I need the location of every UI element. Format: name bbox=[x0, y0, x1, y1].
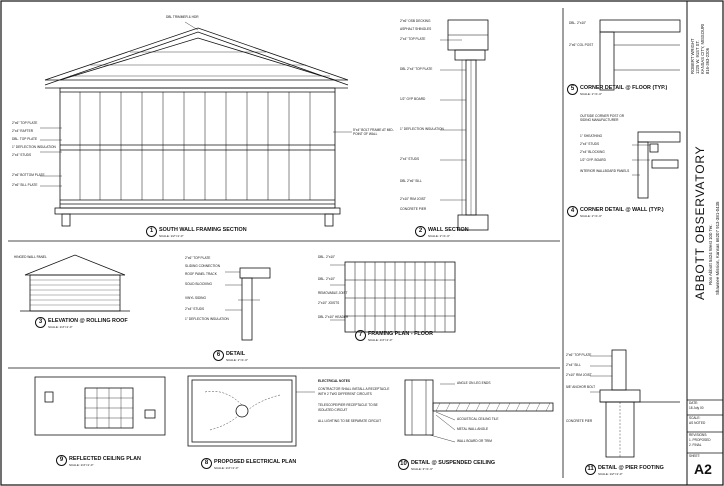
note-wall-1: 2"x6" OSB DECKING bbox=[400, 19, 431, 23]
detail-title: PROPOSED ELECTRICAL PLAN bbox=[214, 459, 297, 465]
scale-value: AS NOTED bbox=[689, 421, 706, 425]
note-bottom-plate: 2"x6" BOTTOM PLATE bbox=[12, 173, 45, 177]
detail-scale: SCALE: 1/4"=1'-0" bbox=[368, 338, 393, 342]
detail-scale: SCALE: 1"=1'-0" bbox=[580, 92, 602, 96]
detail-number: 6 bbox=[213, 350, 224, 361]
note-wall-2: ASPHALT SHINGLES bbox=[400, 27, 432, 31]
note-floor-1: DBL. 2"x10" bbox=[569, 21, 587, 25]
elevation-rolling-roof bbox=[20, 255, 130, 311]
note-detail-5: VINYL SIDING bbox=[185, 296, 206, 300]
designer-name: ROBERT WRIGHT bbox=[690, 38, 695, 74]
note-floor-2: 2"x6" COL POST bbox=[569, 43, 594, 47]
note-electrical-5: ALL LIGHTING TO BE SEPARATE CIRCUIT bbox=[318, 419, 382, 423]
client-address-1: Ron Abbott 5424 West 100 Ter. bbox=[708, 224, 713, 285]
proposed-electrical-plan bbox=[188, 376, 315, 446]
detail-title: CORNER DETAIL @ WALL (TYP.) bbox=[580, 207, 664, 213]
note-wall-5: 1/2" GYP BOARD bbox=[400, 97, 426, 101]
note-framing-5: DBL 2"x10" HEADER bbox=[318, 315, 349, 319]
note-rafter: 2"x4" RAFTER bbox=[12, 129, 34, 133]
revision-2: 2. FINAL bbox=[689, 443, 702, 447]
note-bolt-frame: 5"x4" BOLT FRAME AT MID-POINT OF WALL bbox=[353, 128, 394, 136]
note-wall-8: DBL 2"x6" SILL bbox=[400, 179, 422, 183]
detail-number: 9 bbox=[56, 455, 67, 466]
note-pier-1: 2"x6" TOP PLATE bbox=[566, 353, 592, 357]
note-dbl-top-plate: DBL. TOP PLATE bbox=[12, 137, 38, 141]
corner-detail-wall bbox=[632, 132, 680, 198]
note-wall-6: 1" DEFLECTION INSULATION bbox=[400, 127, 444, 131]
scale-label: SCALE: bbox=[689, 416, 701, 420]
note-detail-6: 2"x4" STUDS bbox=[185, 307, 205, 311]
note-electrical-3: TELESCOPE/PIER RECEPTACLE TO BE bbox=[318, 403, 378, 407]
detail-scale: SCALE: 1"=1'-0" bbox=[428, 234, 450, 238]
note-framing-3: REMOVABLE JOIST bbox=[318, 291, 348, 295]
note-pier-5: CONCRETE PIER bbox=[566, 419, 593, 423]
detail-title: SOUTH WALL FRAMING SECTION bbox=[159, 227, 247, 233]
detail-title: FRAMING PLAN - FLOOR bbox=[368, 331, 433, 337]
note-corner-1: OUTSIDE CORNER POST OR SIDING MANUFACTURER bbox=[580, 114, 625, 122]
revision-1: 1. PROPOSED bbox=[689, 438, 711, 442]
note-electrical-4: ISOLATED CIRCUIT bbox=[318, 408, 348, 412]
note-framing-2: DBL. 2"x10" bbox=[318, 277, 336, 281]
note-ceiling-4: WALL BOARD OR TRIM bbox=[457, 439, 492, 443]
note-corner-5: 1/2" GYP. BOARD bbox=[580, 158, 606, 162]
note-electrical-title: ELECTRICAL NOTES bbox=[318, 379, 350, 383]
note-corner-3: 2"x4" STUDS bbox=[580, 142, 600, 146]
detail-title: DETAIL bbox=[226, 351, 246, 357]
detail-title: DETAIL @ SUSPENDED CEILING bbox=[411, 460, 496, 466]
designer-block bbox=[690, 24, 710, 74]
note-studs: 2"x4" STUDS bbox=[12, 153, 32, 157]
framing-plan-floor bbox=[330, 262, 455, 332]
detail-number: 7 bbox=[355, 330, 366, 341]
note-wall-3: 2"x4" TOP PLATE bbox=[400, 37, 426, 41]
detail-scale: SCALE: 1/4"=1'-0" bbox=[69, 463, 94, 467]
detail-title: DETAIL @ PIER FOOTING bbox=[598, 465, 664, 471]
note-framing-4: 2"x10" JOISTS bbox=[318, 301, 340, 305]
suspended-ceiling-detail bbox=[405, 380, 553, 442]
note-wall-4: DBL 2"x4" TOP PLATE bbox=[400, 67, 433, 71]
south-wall-framing-section bbox=[40, 22, 352, 226]
detail-scale: SCALE: 1"=1'-0" bbox=[226, 358, 248, 362]
note-corner-6: INTERIOR WALLBOARD PANELS bbox=[580, 169, 630, 173]
detail-title: CORNER DETAIL @ FLOOR (TYP.) bbox=[580, 85, 668, 91]
note-corner-4: 2"x4" BLOCKING bbox=[580, 150, 605, 154]
note-pier-2: 2"x4" SILL bbox=[566, 363, 581, 367]
note-ceiling-3: METAL WALL ANGLE bbox=[457, 427, 489, 431]
note-sill-plate: 2"x6" SILL PLATE bbox=[12, 183, 38, 187]
note-wall-9: 2"x10" RIM JOIST bbox=[400, 197, 426, 201]
note-pier-4: 5/8" ANCHOR BOLT bbox=[566, 385, 596, 389]
note-corner-2: 1" SHEATHING bbox=[580, 134, 603, 138]
note-detail-3: ROOF PANEL TRACK bbox=[185, 272, 217, 276]
designer-city: KANSAS CITY, MISSOURI bbox=[700, 23, 705, 74]
sheet-label: SHEET: bbox=[689, 454, 701, 458]
note-insulation: 1" DEFLECTION INSULATION bbox=[12, 145, 56, 149]
note-ceiling-1: ANGLE ON LEG ENDS bbox=[457, 381, 491, 385]
revisions-label: REVISIONS: bbox=[689, 433, 708, 437]
detail-number: 3 bbox=[35, 317, 46, 328]
detail-number: 5 bbox=[567, 84, 578, 95]
note-electrical-2: WITH 2 TWO DIFFERENT CIRCUITS bbox=[318, 392, 372, 396]
note-hinged-wall: HINGED WALL PANEL bbox=[14, 255, 47, 259]
note-ceiling-2: ACOUSTICAL CEILING TILE bbox=[457, 417, 499, 421]
reflected-ceiling-plan bbox=[35, 377, 165, 435]
detail-number: 11 bbox=[585, 464, 596, 475]
date-label: DATE: bbox=[689, 401, 699, 405]
note-top-plate: 2"x6" TOP PLATE bbox=[12, 121, 38, 125]
detail-scale: SCALE: 3"=1'-0" bbox=[411, 467, 433, 471]
corner-detail-floor bbox=[600, 20, 680, 90]
detail-scale: SCALE: 1/2"=1'-0" bbox=[598, 472, 623, 476]
wall-section bbox=[440, 20, 488, 230]
roof-track-detail bbox=[225, 268, 270, 340]
date-value: 18 July 00 bbox=[689, 406, 704, 410]
note-electrical-1: CONTRACTOR SHALL INSTALL A RECEPTACLE bbox=[318, 387, 390, 391]
sheet-number: A2 bbox=[694, 461, 712, 477]
designer-phone: 816-363-2206 bbox=[705, 47, 710, 74]
project-title: ABBOTT OBSERVATORY bbox=[693, 145, 707, 300]
pier-footing-detail bbox=[590, 350, 680, 457]
note-wall-7: 2"x4" STUDS bbox=[400, 157, 420, 161]
note-wall-10: CONCRETE PIER bbox=[400, 207, 427, 211]
detail-scale: SCALE: 1/4"=1'-0" bbox=[48, 325, 73, 329]
note-detail-7: 1" DEFLECTION INSULATION bbox=[185, 317, 229, 321]
note-framing-1: DBL. 2"x10" bbox=[318, 255, 336, 259]
detail-number: 2 bbox=[415, 226, 426, 237]
note-pier-3: 2"x10" RIM JOIST bbox=[566, 373, 592, 377]
note-detail-2: SLIDING CONNECTION bbox=[185, 264, 221, 268]
detail-number: 4 bbox=[567, 206, 578, 217]
detail-title: ELEVATION @ ROLLING ROOF bbox=[48, 318, 128, 324]
detail-number: 8 bbox=[201, 458, 212, 469]
detail-number: 1 bbox=[146, 226, 157, 237]
detail-title: WALL SECTION bbox=[428, 227, 469, 233]
note-detail-4: SOLID BLOCKING bbox=[185, 282, 212, 286]
designer-street: 1225 W. 91ST ST. bbox=[695, 40, 700, 74]
note-header: DBL TRIMMER & HDR bbox=[166, 15, 199, 19]
detail-title: REFLECTED CEILING PLAN bbox=[69, 456, 141, 462]
detail-scale: SCALE: 1/4"=1'-0" bbox=[214, 466, 239, 470]
client-address-2: Shawnee Mission, Kansas 66207 913-381-0435 bbox=[715, 201, 720, 295]
detail-number: 10 bbox=[398, 459, 409, 470]
detail-scale: SCALE: 1"=1'-0" bbox=[580, 214, 602, 218]
detail-scale: SCALE: 1/2"=1'-0" bbox=[159, 234, 184, 238]
note-detail-1: 2"x6" TOP PLATE bbox=[185, 256, 211, 260]
